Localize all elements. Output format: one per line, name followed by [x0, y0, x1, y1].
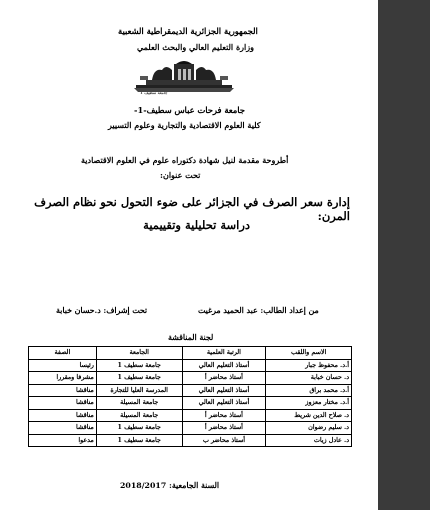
member-university: جامعة سطيف 1 [96, 372, 182, 385]
logo-caption: جامعة سطيف 1 [140, 90, 168, 95]
member-rank: أستاذ التعليم العالي [182, 384, 266, 397]
member-name: د. سليم رضوان [266, 422, 352, 435]
committee-table [28, 346, 352, 447]
viewer-background [378, 0, 430, 510]
table-row [29, 359, 352, 372]
thesis-title-line2: دراسة تحليلية وتقييمية [143, 218, 250, 232]
member-name: د. عادل زيات [266, 434, 352, 447]
member-rank: أستاذ محاضر ب [182, 434, 266, 447]
committee-header-row [29, 347, 352, 360]
faculty-name: كلية العلوم الاقتصادية والتجارية وعلوم التسيير [108, 120, 261, 130]
thesis-title-line1: إدارة سعر الصرف في الجزائر على ضوء التحول نحو نظام الصرف المرن: [34, 195, 350, 223]
table-row [29, 422, 352, 435]
table-row [29, 397, 352, 410]
member-rank: أستاذ التعليم العالي [182, 359, 266, 372]
member-name: أ.د. مختار معزوز [266, 397, 352, 410]
header-university: الجامعة [96, 347, 182, 360]
committee-heading: لجنة المناقشة [168, 333, 214, 342]
member-university: المدرسة العليا للتجارة [96, 384, 182, 397]
table-row [29, 384, 352, 397]
member-university: جامعة المسيلة [96, 409, 182, 422]
member-role: مشرفا ومقررا [29, 372, 97, 385]
member-role: مناقشا [29, 422, 97, 435]
member-name: أ.د. محمد براق [266, 384, 352, 397]
member-role: مناقشا [29, 409, 97, 422]
degree-statement: أطروحة مقدمة لنيل شهادة دكتوراه علوم في العلوم الاقتصادية [81, 155, 289, 165]
academic-year: السنة الجامعية: 2018/2017 [120, 481, 220, 490]
member-name: د. حسان خبابة [266, 372, 352, 385]
republic-name: الجمهورية الجزائرية الديمقراطية الشعبية [118, 26, 258, 36]
member-role: مناقشا [29, 384, 97, 397]
member-name: أ.د. محفوظ جبار [266, 359, 352, 372]
member-rank: أستاذ محاضر أ [182, 409, 266, 422]
table-row [29, 409, 352, 422]
university-name: جامعة فرحات عباس سطيف-1- [134, 105, 245, 115]
member-role: رئيسا [29, 359, 97, 372]
member-rank: أستاذ التعليم العالي [182, 397, 266, 410]
member-university: جامعة سطيف 1 [96, 359, 182, 372]
student-name: من إعداد الطالب: عبد الحميد مرغيت [198, 306, 319, 315]
ministry-name: وزارة التعليم العالي والبحث العلمي [137, 42, 254, 52]
member-role: مدعوا [29, 434, 97, 447]
supervisor-name: تحت إشراف: د.حسان خبابة [56, 306, 148, 315]
member-university: جامعة سطيف 1 [96, 434, 182, 447]
header-role: الصفة [29, 347, 97, 360]
under-title-label: تحت عنوان: [160, 170, 201, 180]
member-rank: أستاذ محاضر أ [182, 372, 266, 385]
header-name: الاسم واللقب [266, 347, 352, 360]
table-row [29, 434, 352, 447]
member-role: مناقشا [29, 397, 97, 410]
member-name: د. صلاح الدين شريط [266, 409, 352, 422]
member-university: جامعة سطيف 1 [96, 422, 182, 435]
member-rank: أستاذ محاضر أ [182, 422, 266, 435]
table-row [29, 372, 352, 385]
member-university: جامعة المسيلة [96, 397, 182, 410]
header-rank: الرتبة العلمية [182, 347, 266, 360]
